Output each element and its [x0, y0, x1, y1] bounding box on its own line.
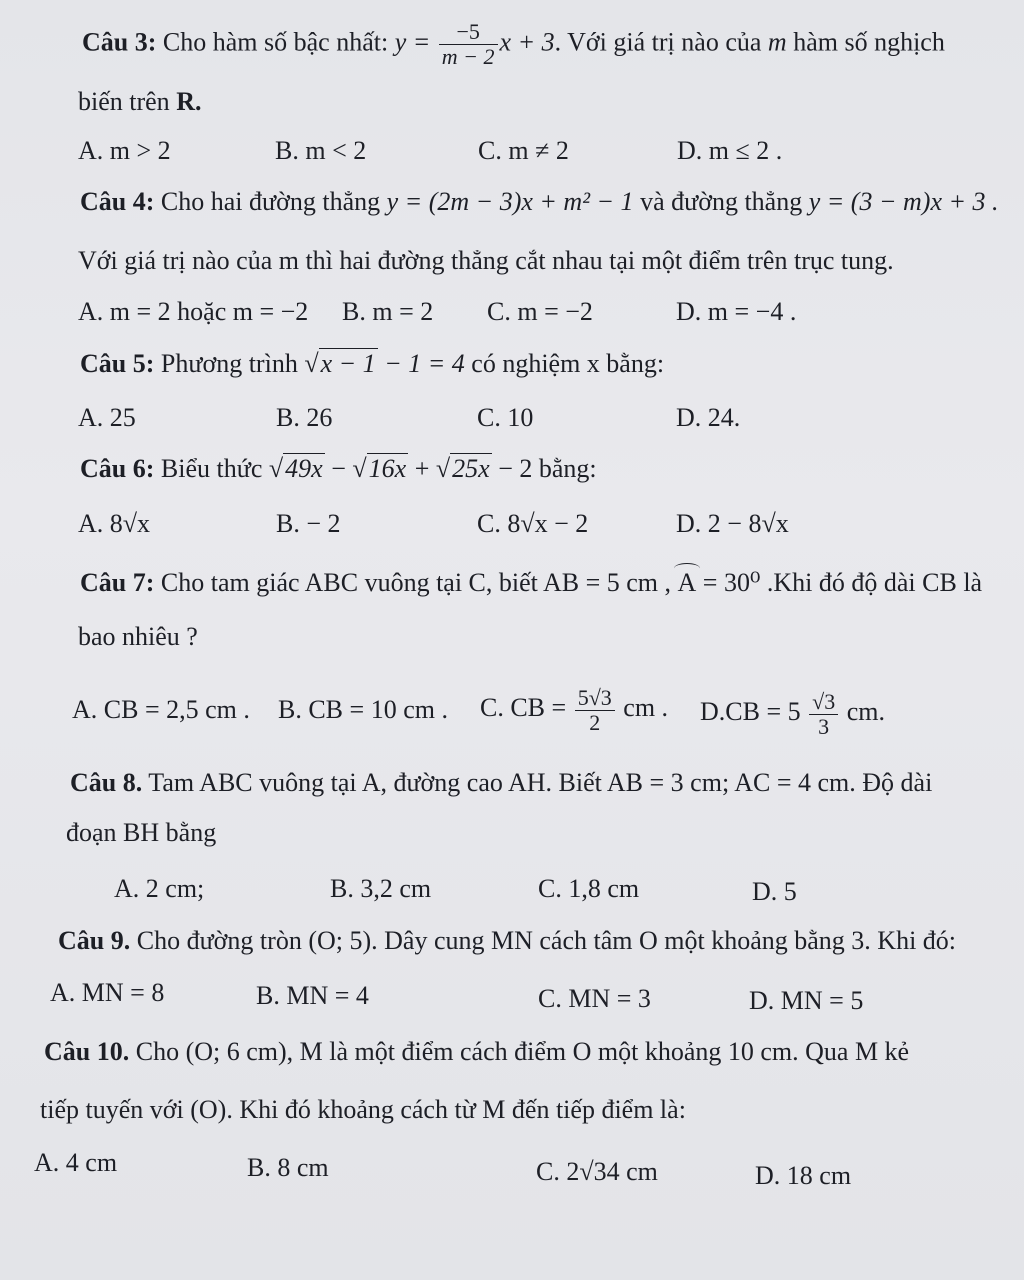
q7-opt-c-num: 5√3: [575, 686, 615, 711]
q5-option-a: A. 25: [78, 403, 136, 432]
q4-line1: [80, 186, 999, 218]
q7-label: Câu 7:: [80, 568, 155, 597]
q3-option-c: C. m ≠ 2: [478, 136, 569, 165]
q7-opt-d-pre: D.CB = 5: [700, 697, 801, 726]
q3-eq-left: y =: [394, 27, 431, 57]
q7-option-c: [480, 676, 668, 740]
sqrt-icon: √: [304, 349, 319, 378]
q5-eq-rest: − 1 = 4: [384, 349, 465, 378]
q8-line2: đoạn BH bằng: [66, 818, 217, 847]
q7-line1: [80, 567, 982, 599]
q5-option-c: C. 10: [477, 403, 534, 432]
q3-option-b: B. m < 2: [275, 136, 367, 165]
q4-option-b: B. m = 2: [342, 297, 434, 326]
q8-label: Câu 8.: [70, 768, 143, 797]
q7-opt-d-den: 3: [818, 713, 830, 739]
q4-eq2: y = (3 − m)x + 3 .: [808, 187, 999, 216]
q3-frac-den: m − 2: [441, 44, 495, 69]
q10-label: Câu 10.: [44, 1037, 130, 1066]
q7-opt-d-num: √3: [809, 690, 838, 715]
q4-text-a: Cho hai đường thẳng: [160, 187, 381, 216]
q3-line1: [82, 20, 945, 69]
q10-line2: tiếp tuyến với (O). Khi đó khoảng cách từ M đến tiếp điểm là:: [40, 1095, 686, 1124]
q6-r2: 16x: [368, 454, 407, 483]
q7-opt-d-frac: [809, 690, 838, 739]
q6-label: Câu 6:: [80, 454, 155, 483]
q7-angle: A: [677, 568, 697, 597]
q10-option-d: D. 18 cm: [755, 1161, 852, 1190]
q4-line2: Với giá trị nào của m thì hai đường thẳng cắt nhau tại một điểm trên trục tung.: [78, 246, 894, 275]
q6-option-c: C. 8√x − 2: [477, 509, 589, 538]
q10-line1: [44, 1036, 909, 1068]
q9-option-d: D. MN = 5: [749, 986, 864, 1015]
q6-option-b: B. − 2: [276, 509, 341, 538]
q7-option-b: B. CB = 10 cm .: [278, 695, 448, 724]
q5-radicand: x − 1: [320, 349, 376, 378]
q6-text-b: bằng:: [538, 454, 597, 483]
minus-sign: −: [331, 454, 346, 483]
q9-line1: [58, 925, 956, 957]
q3-eq-right: x + 3: [499, 27, 555, 57]
q9-option-a: A. MN = 8: [50, 978, 165, 1007]
q9-option-c: C. MN = 3: [538, 984, 651, 1013]
q8-option-b: B. 3,2 cm: [330, 874, 432, 903]
q7-text-b: .Khi đó độ dài CB là: [766, 568, 983, 597]
q8-option-c: C. 1,8 cm: [538, 874, 640, 903]
plus-sign: +: [414, 454, 430, 483]
q3-option-d: D. m ≤ 2 .: [677, 136, 783, 165]
q5-option-b: B. 26: [276, 403, 333, 432]
q4-label: Câu 4:: [80, 187, 155, 216]
q5-option-d: D. 24.: [676, 403, 741, 432]
q3-label: Câu 3:: [82, 27, 157, 57]
q7-opt-c-post: cm .: [623, 693, 669, 722]
q6-text-a: Biểu thức: [160, 454, 263, 483]
q9-label: Câu 9.: [58, 926, 131, 955]
q7-text-a: Cho tam giác ABC vuông tại C, biết AB = 5 cm ,: [160, 568, 671, 597]
q5-line1: [80, 348, 664, 380]
q7-line2: bao nhiêu ?: [78, 622, 198, 651]
q4-eq1: y = (2m − 3)x + m² − 1: [386, 187, 634, 216]
q3-var-m: m: [767, 27, 787, 57]
q6-r1: 49x: [285, 454, 323, 483]
q6-tail: − 2: [498, 454, 533, 483]
q10-option-c: C. 2√34 cm: [536, 1157, 658, 1186]
q6-line1: [80, 453, 597, 485]
sqrt-icon: √: [435, 454, 451, 483]
q3-frac-num: −5: [439, 20, 498, 45]
q4-text-b: và đường thẳng: [640, 187, 803, 216]
sqrt-icon: √: [352, 454, 367, 483]
q3-text-b: . Với giá trị nào của: [554, 27, 762, 57]
q6-option-a: A. 8√x: [78, 509, 151, 538]
q3-fraction: [439, 20, 498, 69]
q5-text-a: Phương trình: [160, 349, 298, 378]
q7-opt-d-post: cm.: [846, 697, 885, 726]
q10-option-a: A. 4 cm: [34, 1148, 118, 1177]
q8-text: Tam ABC vuông tại A, đường cao AH. Biết AB = 3 cm; AC = 4 cm. Độ dài: [148, 768, 933, 797]
q3-text-c: hàm số nghịch: [793, 27, 945, 57]
q4-option-a: A. m = 2 hoặc m = −2: [78, 297, 309, 326]
q8-line1: [70, 767, 932, 799]
q7-angle-val: = 30⁰: [702, 568, 761, 597]
q5-text-b: có nghiệm x bằng:: [471, 349, 665, 378]
q3-option-a: A. m > 2: [78, 136, 171, 165]
q3-line2-bold: R.: [176, 87, 202, 116]
q10-option-b: B. 8 cm: [247, 1153, 329, 1182]
q7-option-a: A. CB = 2,5 cm .: [72, 695, 250, 724]
q8-option-d: D. 5: [752, 877, 797, 906]
q7-opt-c-frac: [575, 686, 615, 735]
q7-opt-c-pre: C. CB =: [480, 693, 567, 722]
q9-option-b: B. MN = 4: [256, 981, 369, 1010]
q4-option-c: C. m = −2: [487, 297, 593, 326]
q5-label: Câu 5:: [80, 349, 155, 378]
q7-opt-c-den: 2: [589, 709, 601, 735]
q7-option-d: [700, 680, 885, 744]
q4-option-d: D. m = −4 .: [676, 297, 797, 326]
q10-text: Cho (O; 6 cm), M là một điểm cách điểm O một khoảng 10 cm. Qua M kẻ: [135, 1037, 910, 1066]
q3-line2-text: biến trên: [78, 87, 170, 116]
q3-text-a: Cho hàm số bậc nhất:: [162, 27, 389, 57]
q6-option-d: D. 2 − 8√x: [676, 509, 789, 538]
sqrt-icon: √: [268, 454, 284, 483]
q9-text: Cho đường tròn (O; 5). Dây cung MN cách tâm O một khoảng bằng 3. Khi đó:: [136, 926, 957, 955]
q8-option-a: A. 2 cm;: [114, 874, 205, 903]
q3-line2: [78, 86, 201, 118]
q6-r3: 25x: [452, 454, 490, 483]
